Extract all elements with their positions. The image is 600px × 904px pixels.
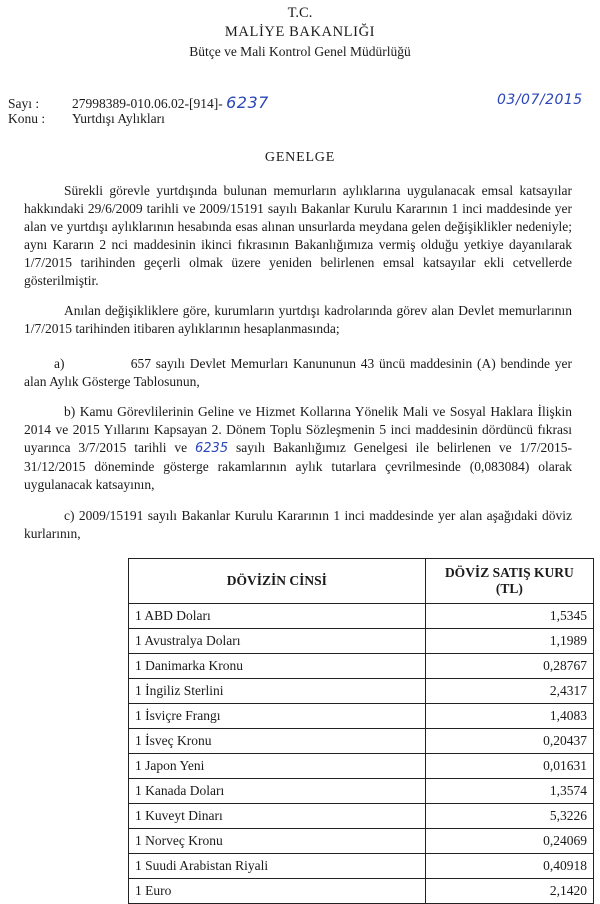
table-row: [129, 754, 594, 779]
currency-name-cell: 1 İsviçre Frangı: [129, 704, 426, 729]
table-row: [129, 629, 594, 654]
currency-name-cell: 1 Kanada Doları: [129, 779, 426, 804]
subject-row: [8, 111, 165, 127]
konu-value: Yurtdışı Aylıkları: [72, 111, 165, 126]
paragraph-intro: Sürekli görevle yurtdışında bulunan memurların aylıklarına uygulanacak emsal katsayılar hakkındaki 29/6/2009 tarihli ve 2009/15191 sayılı Bakanlar Kurulu Kararının 1 inci maddesinde yer alan ve yurtdışı aylıklarının hesabında esas alınan unsurlarda meydana gelen değişiklikler nedeniyle; aynı Kararın 2 nci maddesinin ikinci fıkrasının Bakanlığımıza vermiş olduğu yetkiye dayanılarak 1/7/2015 tarihinden geçerli olmak üzere yeniden belirlenen emsal katsayılar ekli cetvellerde gösterilmiştir.: [24, 183, 572, 288]
table-row: [129, 604, 594, 629]
exchange-rate-cell: 5,3226: [425, 804, 593, 829]
konu-label: Konu :: [8, 111, 46, 126]
exchange-rate-table: [128, 558, 594, 904]
exchange-rate-cell: 1,4083: [425, 704, 593, 729]
paragraph-a: [24, 355, 572, 391]
rate-column-header: DÖVİZ SATIŞ KURU (TL): [425, 559, 593, 604]
currency-column-header: DÖVİZİN CİNSİ: [129, 559, 426, 604]
currency-name-cell: 1 Norveç Kronu: [129, 829, 426, 854]
exchange-rate-cell: 1,5345: [425, 604, 593, 629]
reference-number-row: [8, 93, 269, 112]
item-b-text-1: b) Kamu Görevlilerinin Geline ve Hizmet Kollarına Yönelik Mali ve Sosyal Haklara İlişkin 2014 ve 2015 Yıllarını Kapsayan 2. Dönem Toplu Sözleşmenin 5 inci maddesinin dördüncü fıkrası uyarınca 3/7/2015 tarihli ve: [24, 404, 572, 455]
exchange-rate-cell: 0,01631: [425, 754, 593, 779]
table-row: [129, 704, 594, 729]
currency-name-cell: 1 İsveç Kronu: [129, 729, 426, 754]
currency-name-cell: 1 İngiliz Sterlini: [129, 679, 426, 704]
document-title: GENELGE: [264, 150, 336, 165]
paragraph-b: [24, 403, 572, 494]
exchange-rate-cell: 1,1989: [425, 629, 593, 654]
letterhead: [0, 4, 600, 61]
currency-name-cell: 1 Euro: [129, 879, 426, 904]
paragraph-changes: Anılan değişikliklere göre, kurumların yurtdışı kadrolarında görev alan Devlet memurlarının 1/7/2015 tarihinden itibaren aylıklarının hesaplanmasında;: [24, 303, 572, 336]
currency-name-cell: 1 Japon Yeni: [129, 754, 426, 779]
currency-name-cell: 1 Suudi Arabistan Riyali: [129, 854, 426, 879]
sayi-value: 27998389-010.06.02-[914]-: [72, 96, 223, 111]
republic-line: T.C.: [287, 5, 313, 21]
exchange-rate-cell: 0,24069: [425, 829, 593, 854]
table-row: [129, 679, 594, 704]
exchange-rate-cell: 2,4317: [425, 679, 593, 704]
exchange-rate-cell: 0,28767: [425, 654, 593, 679]
exchange-rate-cell: 0,20437: [425, 729, 593, 754]
table-row: [129, 779, 594, 804]
sayi-label: Sayı :: [8, 96, 40, 111]
table-row: [129, 879, 594, 904]
table-header-row: [129, 559, 594, 604]
currency-name-cell: 1 Kuveyt Dinarı: [129, 804, 426, 829]
handwritten-date: 03/07/2015: [497, 92, 583, 108]
exchange-rate-cell: 2,1420: [425, 879, 593, 904]
table-row: [129, 654, 594, 679]
exchange-rate-cell: 1,3574: [425, 779, 593, 804]
item-a-text: 657 sayılı Devlet Memurları Kanununun 43 üncü maddesinin (A) bendinde yer alan Aylık Gösterge Tablosunun,: [24, 356, 572, 389]
currency-name-cell: 1 Danimarka Kronu: [129, 654, 426, 679]
currency-name-cell: 1 ABD Doları: [129, 604, 426, 629]
department-name: Bütçe ve Mali Kontrol Genel Müdürlüğü: [189, 44, 411, 59]
item-b-text-2: sayılı Bakanlığımız Genelgesi ile belirlenen ve 1/7/2015-31/12/2015 döneminde gösterge rakamlarının aylık tutarlara çevrilmesinde (0,083084) olarak uygulanacak katsayının,: [24, 440, 572, 492]
table-row: [129, 729, 594, 754]
handwritten-circular-number: 6235: [195, 441, 229, 456]
currency-name-cell: 1 Avustralya Doları: [129, 629, 426, 654]
exchange-rate-cell: 0,40918: [425, 854, 593, 879]
exchange-rate-rows: [129, 604, 594, 904]
table-row: [129, 804, 594, 829]
ministry-name: MALİYE BAKANLIĞI: [224, 24, 376, 40]
table-row: [129, 854, 594, 879]
paragraph-c: c) 2009/15191 sayılı Bakanlar Kurulu Kararının 1 inci maddesinde yer alan aşağıdaki döviz kurlarının,: [24, 508, 572, 541]
handwritten-reference-number: 6237: [226, 93, 269, 112]
table-row: [129, 829, 594, 854]
item-a-label: a): [54, 356, 65, 371]
